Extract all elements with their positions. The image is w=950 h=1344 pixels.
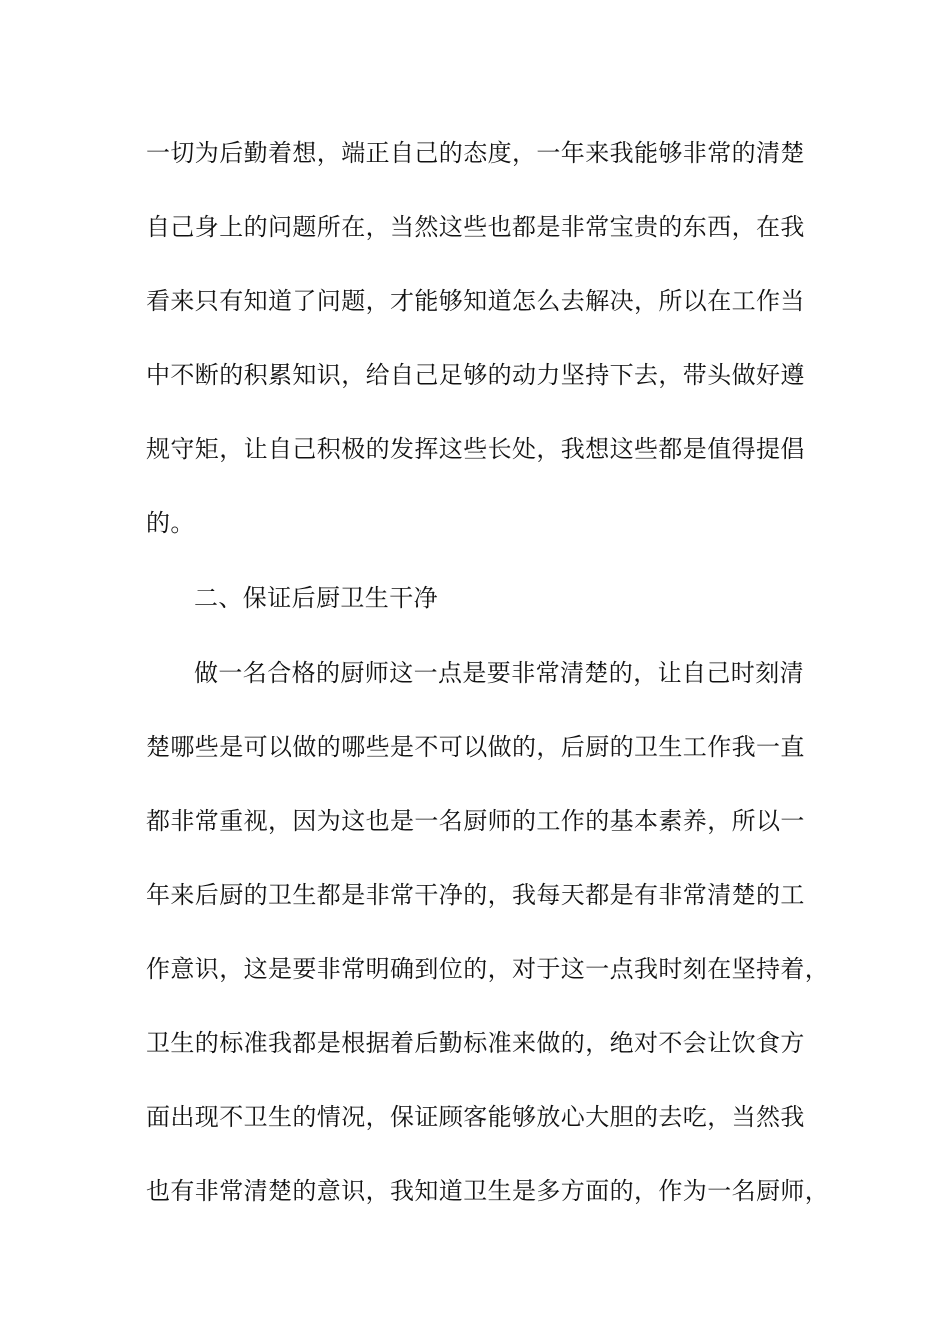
paragraph-line: 的。 — [146, 509, 195, 537]
paragraph-line: 做一名合格的厨师这一点是要非常清楚的，让自己时刻清 — [194, 659, 804, 687]
paragraph-line: 也有非常清楚的意识，我知道卫生是多方面的，作为一名厨师， — [146, 1177, 830, 1205]
paragraph-line: 看来只有知道了问题，才能够知道怎么去解决，所以在工作当 — [146, 287, 805, 315]
paragraph-line: 自己身上的问题所在，当然这些也都是非常宝贵的东西，在我 — [146, 213, 805, 241]
paragraph-line: 中不断的积累知识，给自己足够的动力坚持下去，带头做好遵 — [146, 361, 805, 389]
paragraph-line: 年来后厨的卫生都是非常干净的，我每天都是有非常清楚的工 — [146, 881, 805, 909]
paragraph-line: 都非常重视，因为这也是一名厨师的工作的基本素养，所以一 — [146, 807, 805, 835]
paragraph-line: 一切为后勤着想，端正自己的态度，一年来我能够非常的清楚 — [146, 139, 805, 167]
paragraph-line: 作意识，这是要非常明确到位的，对于这一点我时刻在坚持着， — [146, 955, 830, 983]
paragraph-line: 面出现不卫生的情况，保证顾客能够放心大胆的去吃，当然我 — [146, 1103, 805, 1131]
paragraph-line: 规守矩，让自己积极的发挥这些长处，我想这些都是值得提倡 — [146, 435, 805, 463]
paragraph-line: 卫生的标准我都是根据着后勤标准来做的，绝对不会让饮食方 — [146, 1029, 805, 1057]
paragraph-line: 楚哪些是可以做的哪些是不可以做的，后厨的卫生工作我一直 — [146, 733, 805, 761]
section-heading: 二、保证后厨卫生干净 — [194, 584, 438, 612]
